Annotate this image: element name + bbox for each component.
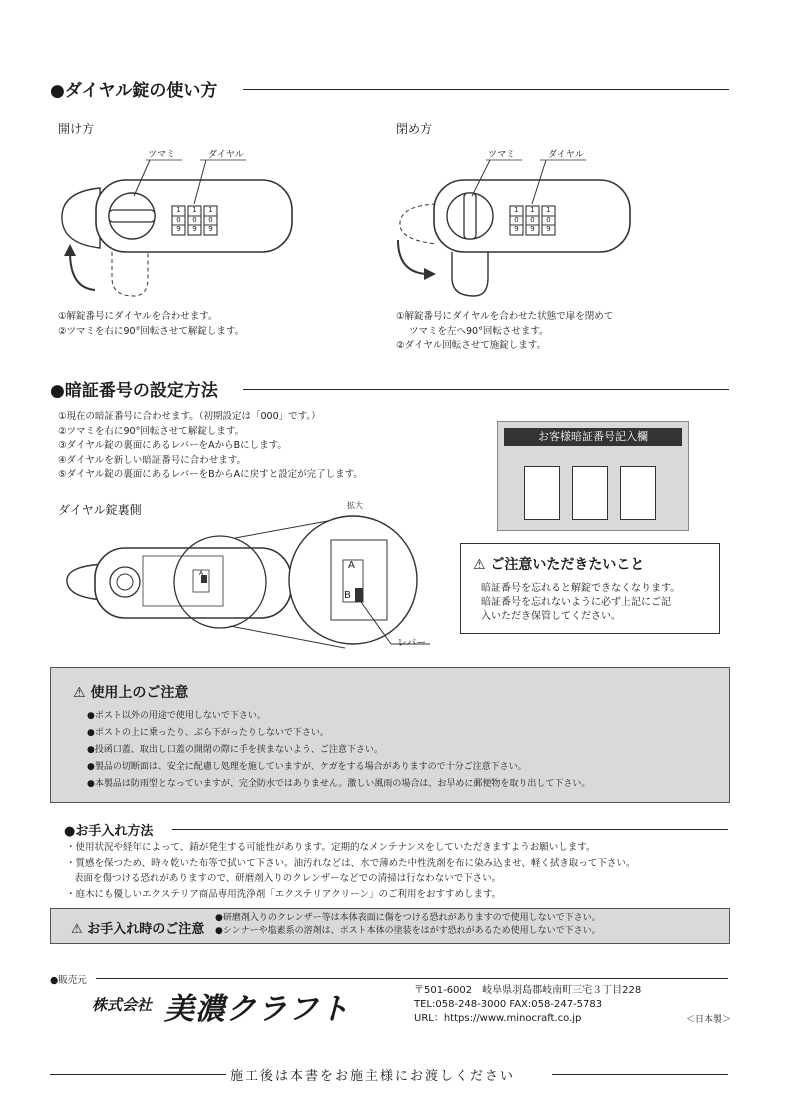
close-knob-label: ツマミ: [488, 150, 516, 160]
warning-icon: ⚠: [473, 557, 486, 573]
care-line: 表面を傷つける恐れがありますので、研磨剤入りのクレンザーなどでの清掃は行なわないで下さい。: [74, 873, 502, 884]
dial-digit: 0: [530, 215, 535, 224]
open-step: ②ツマミを右に90°回転させて解錠します。: [58, 325, 245, 337]
notice-text: [481, 582, 680, 624]
pin-entry-box: [497, 421, 689, 531]
seller-tel: TEL:058-248-3000 FAX:058-247-5783: [414, 999, 603, 1010]
dial-digit: 1: [546, 206, 551, 214]
open-steps: [58, 310, 244, 339]
lever-letter-a: A: [348, 560, 355, 571]
dial-digit: 9: [208, 225, 213, 233]
pin-step: ⑤ダイヤル錠の裏面にあるレバーをBからAに戻すと設定が完了します。: [58, 469, 363, 480]
footer-rule-left: [50, 1074, 226, 1075]
seller-label: ●販売元: [50, 975, 87, 986]
pin-setting-heading: ●暗証番号の設定方法: [50, 381, 218, 401]
notice-header: [473, 554, 644, 574]
care-caution-header: [71, 918, 204, 937]
usage-caution-item: ●ポスト以外の用途で使用しないで下さい。: [87, 711, 266, 721]
care-caution-box: [50, 908, 730, 944]
pin-steps: [58, 410, 363, 483]
footer-text: 施工後は本書をお施主様にお渡しください: [230, 1069, 516, 1084]
heading-rule: [243, 89, 729, 90]
care-line: ・質感を保つため、時々乾いた布等で拭いて下さい。油汚れなどは、水で薄めた中性洗剤を布に染み込ませ、軽く拭き取って下さい。: [66, 857, 636, 869]
dial-digit: 1: [192, 206, 197, 214]
pin-step: ③ダイヤル錠の裏面にあるレバーをAからBにします。: [58, 440, 287, 451]
usage-caution-box: [50, 667, 730, 803]
close-step: ①解錠番号にダイヤルを合わせた状態で扉を閉めて: [396, 311, 614, 322]
seller-rule: [96, 978, 728, 979]
seller-contact: [414, 984, 641, 1026]
dial-digit: 1: [514, 206, 519, 214]
warning-icon: ⚠: [73, 685, 86, 701]
close-steps: [396, 310, 613, 354]
notice-box: [460, 543, 720, 634]
heading-rule: [243, 389, 729, 390]
care-caution-title: お手入れ時のご注意: [87, 922, 205, 937]
dial-digit: 0: [208, 215, 213, 224]
close-step: ツマミを左へ90°回転させます。: [409, 325, 549, 337]
back-side-illustration: [55, 498, 445, 658]
open-title: 開け方: [58, 122, 95, 136]
care-heading: ●お手入れ方法: [64, 824, 154, 839]
close-lock-illustration: [390, 140, 730, 300]
lever-letter-b: B: [344, 590, 351, 601]
seller-url[interactable]: URL：https://www.minocraft.co.jp: [414, 1013, 582, 1024]
dial-digit: 0: [546, 215, 551, 224]
made-in-japan: ＜日本製＞: [686, 1015, 732, 1025]
close-title: 閉め方: [396, 122, 433, 136]
pin-entry-title: お客様暗証番号記入欄: [504, 428, 682, 446]
dial-digit: 9: [514, 225, 519, 233]
pin-step: ④ダイヤルを新しい暗証番号に合わせます。: [58, 454, 246, 466]
open-dial-label: ダイヤル: [208, 150, 244, 160]
care-caution-item: ●研磨剤入りのクレンザー等は本体表面に傷をつける恐れがありますので使用しないで下さい。: [215, 913, 601, 923]
dial-digit: 9: [546, 225, 551, 233]
close-dial-label: ダイヤル: [548, 150, 584, 160]
back-side-label: ダイヤル錠裏側: [58, 503, 142, 517]
dial-digit: 1: [208, 206, 213, 214]
notice-title: ご注意いただきたいこと: [490, 557, 645, 573]
usage-caution-item: ●製品の切断面は、安全に配慮し処理を施していますが、ケガをする場合がありますので十分ご注意下さい。: [87, 762, 527, 772]
dial-digit: 0: [176, 215, 181, 224]
usage-caution-item: ●ポストの上に乗ったり、ぶら下がったりしないで下さい。: [87, 728, 329, 738]
heading-rule: [172, 829, 728, 830]
open-lock-illustration: [50, 140, 370, 300]
company-prefix: 株式会社: [92, 996, 153, 1014]
close-step: ②ダイヤル回転させて施錠します。: [396, 340, 546, 351]
notice-line: 入いただき保管してください。: [481, 611, 621, 622]
lever-letters-small: [199, 570, 203, 578]
footer-rule-right: [552, 1074, 728, 1075]
pin-step: ①現在の暗証番号に合わせます。（初期設定は「000」です。）: [58, 411, 321, 422]
care-caution-item: ●シンナーや塩素系の溶剤は、ポスト本体の塗装をはがす恐れがあるため使用しないで下さい。: [215, 926, 601, 936]
care-lines: [66, 840, 635, 902]
dial-digit: 0: [514, 215, 519, 224]
care-line: ・使用状況や経年によって、錆が発生する可能性があります。定期的なメンテナンスをしていただきますようお願いします。: [66, 842, 596, 853]
notice-line: 暗証番号を忘れないように必ず上記にご記: [481, 597, 671, 608]
warning-icon: ⚠: [71, 922, 83, 937]
pin-step: ②ツマミを右に90°回転させて解錠します。: [58, 425, 245, 437]
care-line: ・庭木にも優しいエクステリア商品専用洗浄剤「エクステリアクリーン」のご利用をおすすめします。: [66, 888, 502, 900]
lever-label: レバー: [397, 638, 427, 649]
usage-caution-list: [87, 708, 590, 793]
open-step: ①解錠番号にダイヤルを合わせます。: [58, 311, 218, 322]
dial-digit: 1: [176, 206, 181, 214]
company-logo: 美濃クラフト: [164, 992, 350, 1027]
usage-caution-header: [73, 682, 188, 702]
dial-digit: 0: [192, 215, 197, 224]
care-caution-list: [215, 912, 601, 938]
usage-caution-item: ●本製品は防雨型となっていますが、完全防水ではありません。激しい風雨の場合は、お早めに郵便物を取り出して下さい。: [87, 779, 591, 789]
usage-caution-item: ●投函口蓋、取出し口蓋の開閉の際に手を挟まないよう、ご注意下さい。: [87, 745, 383, 755]
open-knob-label: ツマミ: [148, 150, 176, 160]
dial-digit: 9: [530, 225, 535, 233]
pin-digit-box-3[interactable]: [620, 466, 656, 520]
seller-address: 〒501-6002 岐阜県羽島郡岐南町三宅３丁目228: [414, 985, 642, 996]
notice-line: 暗証番号を忘れると解錠できなくなります。: [481, 583, 681, 594]
usage-caution-title: 使用上のご注意: [90, 685, 189, 701]
pin-digit-box-2[interactable]: [572, 466, 608, 520]
pin-digit-box-1[interactable]: [524, 466, 560, 520]
letter-a: A: [199, 570, 204, 577]
dial-digit: 9: [192, 225, 197, 233]
dial-usage-heading: ●ダイヤル錠の使い方: [50, 81, 218, 101]
dial-digit: 1: [530, 206, 535, 214]
zoom-label: 拡大: [347, 501, 363, 510]
dial-digit: 9: [176, 225, 181, 233]
